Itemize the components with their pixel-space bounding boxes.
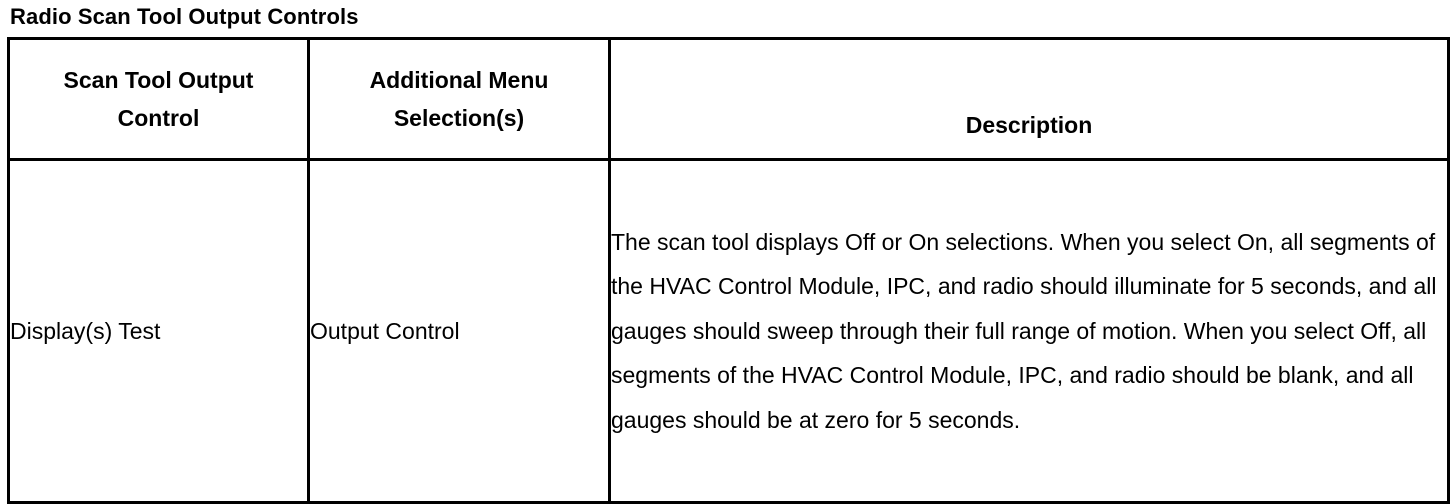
column-header-label: Description	[965, 112, 1093, 138]
column-header-description	[610, 39, 1449, 160]
table-header-row	[9, 39, 1449, 160]
column-header-label: Additional Menu Selection(s)	[369, 67, 549, 131]
table-row	[9, 160, 1449, 503]
column-header-menu-selection	[309, 39, 610, 160]
document-title: Radio Scan Tool Output Controls	[10, 4, 359, 29]
column-header-output-control	[9, 39, 309, 160]
cell-menu-selection: Output Control	[309, 160, 610, 503]
cell-description: The scan tool displays Off or On selections. When you select On, all segments of the HVAC Control Module, IPC, and radio should illuminate for 5 seconds, and all gauges should sweep through their full range of motion. When you select Off, all segments of the HVAC Control Module, IPC, and radio should be blank, and all gauges should be at zero for 5 seconds.	[610, 160, 1449, 503]
cell-output-control: Display(s) Test	[9, 160, 309, 503]
column-header-label: Scan Tool Output Control	[63, 67, 254, 131]
output-controls-table	[7, 37, 1450, 504]
